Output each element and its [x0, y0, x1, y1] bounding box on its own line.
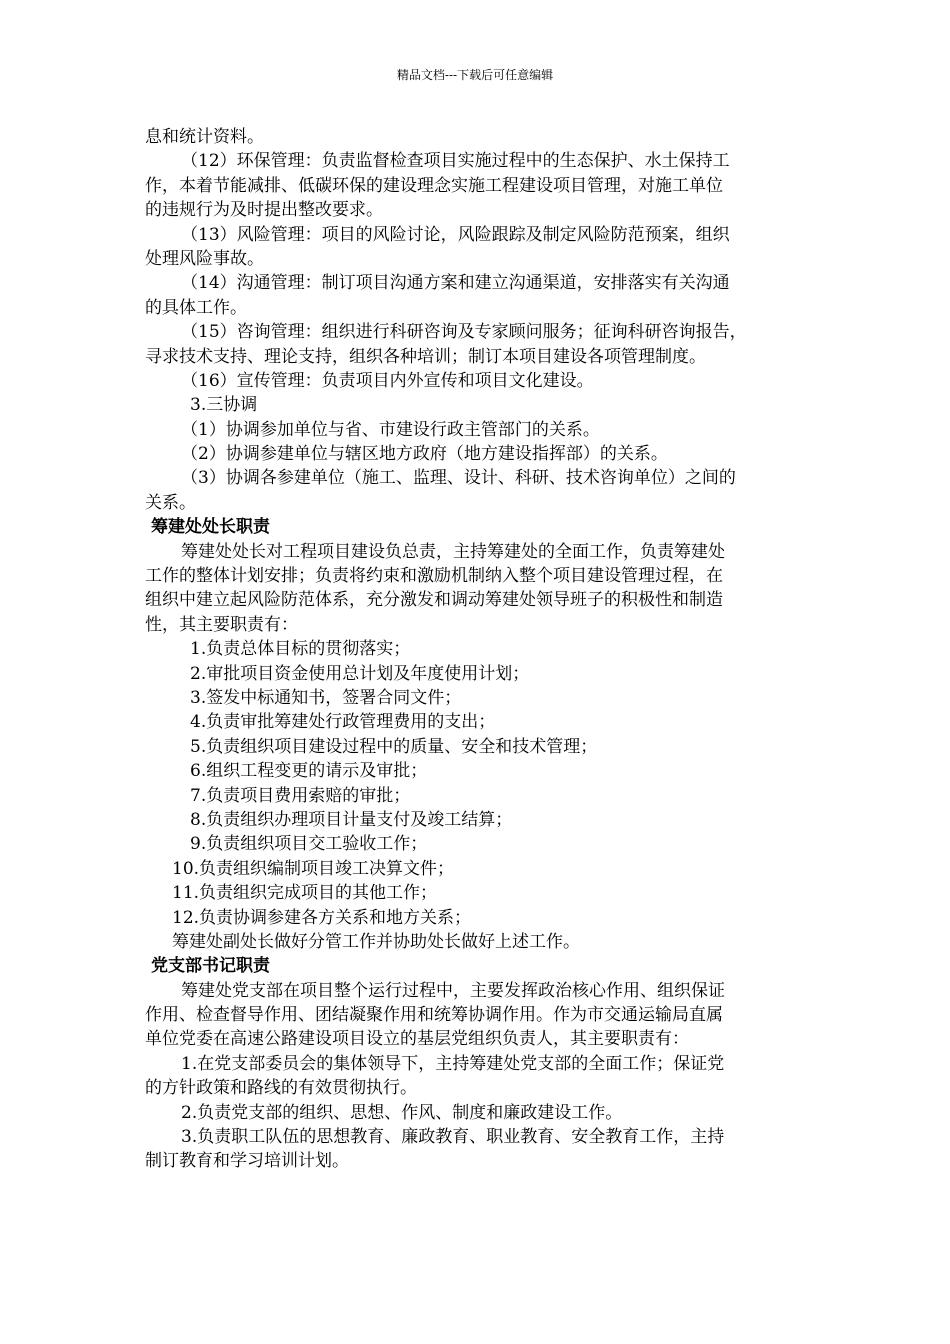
text-line: （14）沟通管理：制订项目沟通方案和建立沟通渠道，安排落实有关沟通 — [181, 273, 730, 294]
text-line: 处理风险事故。 — [145, 248, 264, 269]
text-line: 10.负责组织编制项目竣工决算文件； — [172, 858, 455, 879]
text-line: 8.负责组织办理项目计量支付及竣工结算； — [190, 809, 513, 830]
text-line: （12）环保管理：负责监督检查项目实施过程中的生态保护、水土保持工 — [181, 151, 730, 172]
text-line: 3.负责职工队伍的思想教育、廉政教育、职业教育、安全教育工作，主持 — [181, 1127, 725, 1148]
text-line: 的违规行为及时提出整改要求。 — [145, 200, 383, 221]
text-line: 7.负责项目费用索赔的审批； — [190, 785, 411, 806]
text-line: （16）宣传管理：负责项目内外宣传和项目文化建设。 — [181, 370, 594, 391]
text-line: 作，本着节能减排、低碳环保的建设理念实施工程建设项目管理，对施工单位 — [145, 175, 723, 196]
text-line: 寻求技术支持、理论支持，组织各种培训；制订本项目建设各项管理制度。 — [145, 346, 706, 367]
text-line: 3.三协调 — [190, 395, 258, 416]
text-line: （2）协调参建单位与辖区地方政府（地方建设指挥部）的关系。 — [181, 444, 668, 465]
text-line: 6.组织工程变更的请示及审批； — [190, 761, 428, 782]
text-line: 息和统计资料。 — [145, 127, 264, 147]
text-line: 筹建处副处长做好分管工作并协助处长做好上述工作。 — [172, 931, 580, 952]
text-line: 的方针政策和路线的有效贯彻执行。 — [145, 1078, 417, 1099]
text-line: （3）协调各参建单位（施工、监理、设计、科研、技术咨询单位）之间的 — [181, 468, 736, 489]
document-body — [145, 125, 815, 1174]
text-line: （13）风险管理：项目的风险讨论，风险跟踪及制定风险防范预案，组织 — [181, 224, 730, 245]
text-line: 工作的整体计划安排；负责将约束和激励机制纳入整个项目建设管理过程，在 — [145, 566, 723, 587]
text-line: （1）协调参加单位与省、市建设行政主管部门的关系。 — [181, 419, 600, 440]
text-line: 单位党委在高速公路建设项目设立的基层党组织负责人，其主要职责有： — [145, 1029, 689, 1050]
text-line: 性，其主要职责有： — [145, 614, 298, 635]
text-line: 2.审批项目资金使用总计划及年度使用计划； — [190, 663, 530, 684]
text-line: 的具体工作。 — [145, 297, 247, 318]
section-heading: 筹建处处长职责 — [151, 517, 270, 538]
text-line: 4.负责审批筹建处行政管理费用的支出； — [190, 712, 496, 733]
text-line: 筹建处党支部在项目整个运行过程中，主要发挥政治核心作用、组织保证 — [181, 980, 725, 1001]
text-line: 作用、检查督导作用、团结凝聚作用和统筹协调作用。作为市交通运输局直属 — [145, 1005, 723, 1026]
text-line: 3.签发中标通知书，签署合同文件； — [190, 687, 462, 708]
text-line: 9.负责组织项目交工验收工作； — [190, 834, 428, 855]
text-line: 组织中建立起风险防范体系，充分激发和调动筹建处领导班子的积极性和制造 — [145, 590, 723, 611]
text-line: 12.负责协调参建各方关系和地方关系； — [172, 907, 472, 928]
text-line: 筹建处处长对工程项目建设负总责，主持筹建处的全面工作，负责筹建处 — [181, 541, 725, 562]
section-heading: 党支部书记职责 — [151, 956, 270, 977]
text-line: 5.负责组织项目建设过程中的质量、安全和技术管理； — [190, 736, 598, 757]
page-header: 精品文档---下载后可任意编辑 — [396, 68, 554, 82]
text-line: 关系。 — [145, 492, 196, 513]
text-line: 1.在党支部委员会的集体领导下，主持筹建处党支部的全面工作；保证党 — [181, 1053, 725, 1074]
text-line: 1.负责总体目标的贯彻落实； — [190, 639, 411, 660]
text-line: （15）咨询管理：组织进行科研咨询及专家顾问服务；征询科研咨询报告， — [181, 322, 747, 343]
text-line: 2.负责党支部的组织、思想、作风、制度和廉政建设工作。 — [181, 1102, 623, 1123]
text-line: 11.负责组织完成项目的其他工作； — [172, 883, 438, 904]
text-line: 制订教育和学习培训计划。 — [145, 1151, 349, 1172]
